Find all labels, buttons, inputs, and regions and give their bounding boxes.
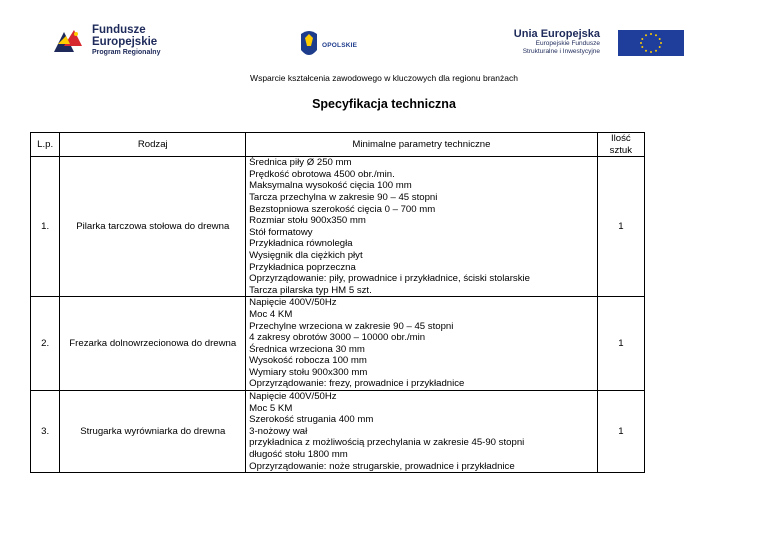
ue-logo-line3: Strukturalne i Inwestycyjne (522, 48, 600, 55)
param-line: Napięcie 400V/50Hz (249, 391, 337, 403)
fe-logo-line2: Europejskie (92, 36, 158, 48)
row-params (246, 391, 598, 473)
param-line: 4 zakresy obrotów 3000 – 10000 obr./min (249, 332, 426, 344)
param-line: Przykładnica poprzeczna (249, 261, 356, 273)
param-line: długość stołu 1800 mm (249, 449, 348, 461)
param-line: Średnica piły Ø 250 mm (249, 157, 352, 169)
row-qty: 1 (597, 391, 644, 473)
param-line: przykładnica z możliwością przechylania w zakresie 45-90 stopni (249, 437, 525, 449)
param-line: Tarcza przechylna w zakresie 90 – 45 stopni (249, 191, 438, 203)
header-lp: L.p. (31, 133, 60, 157)
param-line: Bezstopniowa szerokość cięcia 0 – 700 mm (249, 203, 436, 215)
param-line: Oprzyrządowanie: frezy, prowadnice i przykładnice (249, 378, 465, 390)
param-line: Maksymalna wysokość cięcia 100 mm (249, 180, 412, 192)
fundusze-europejskie-logo (52, 24, 192, 60)
param-line: Wysokość robocza 100 mm (249, 355, 367, 367)
param-line: Napięcie 400V/50Hz (249, 297, 337, 309)
param-line: Moc 4 KM (249, 308, 293, 320)
unia-europejska-logo (484, 28, 684, 60)
row-qty: 1 (597, 157, 644, 297)
param-line: Prędkość obrotowa 4500 obr./min. (249, 168, 395, 180)
header-rodzaj: Rodzaj (60, 133, 246, 157)
row-rodzaj: Pilarka tarczowa stołowa do drewna (60, 157, 246, 297)
param-line: Wymiary stołu 900x300 mm (249, 366, 368, 378)
ue-logo-line2: Europejskie Fundusze (535, 40, 600, 47)
header-params: Minimalne parametry techniczne (246, 133, 598, 157)
param-line: Wysięgnik dla ciężkich płyt (249, 249, 363, 261)
row-params (246, 157, 598, 297)
row-lp: 2. (31, 297, 60, 391)
eu-flag-icon (618, 30, 684, 56)
specification-table (30, 132, 645, 473)
param-line: Tarcza pilarska typ HM 5 szt. (249, 284, 372, 296)
ue-logo-line1: Unia Europejska (513, 28, 600, 40)
table-row (31, 297, 645, 391)
fe-logo-line3: Program Regionalny (92, 49, 161, 56)
row-lp: 3. (31, 391, 60, 473)
param-line: Średnica wrzeciona 30 mm (249, 343, 365, 355)
row-params (246, 297, 598, 391)
row-rodzaj: Frezarka dolnowrzecionowa do drewna (60, 297, 246, 391)
row-qty: 1 (597, 297, 644, 391)
param-line: Szerokość strugania 400 mm (249, 414, 374, 426)
opolskie-logo-text: OPOLSKIE (322, 42, 358, 49)
table-row (31, 157, 645, 297)
param-line: Przykładnica równoległa (249, 238, 353, 250)
param-line: Moc 5 KM (249, 402, 293, 414)
opolskie-logo (298, 28, 378, 64)
document-subtitle: Wsparcie kształcenia zawodowego w kluczowych dla regionu branżach (250, 73, 518, 83)
param-line: Rozmiar stołu 900x350 mm (249, 215, 366, 227)
table-header-row (31, 133, 645, 157)
param-line: Oprzyrządowanie: noże strugarskie, prowadnice i przykładnice (249, 460, 515, 472)
row-lp: 1. (31, 157, 60, 297)
param-line: 3-nożowy wał (249, 425, 308, 437)
fe-logo-line1: Fundusze (92, 24, 146, 36)
param-line: Stół formatowy (249, 226, 313, 238)
param-line: Przechylne wrzeciona w zakresie 90 – 45 stopni (249, 320, 454, 332)
header-qty: Ilość sztuk (597, 133, 644, 157)
document-title: Specyfikacja techniczna (312, 97, 456, 111)
row-rodzaj: Strugarka wyrówniarka do drewna (60, 391, 246, 473)
fe-flag-icon (52, 26, 84, 58)
header-logos (0, 0, 768, 70)
param-line: Oprzyrządowanie: piły, prowadnice i przykładnice, ściski stolarskie (249, 273, 530, 285)
table-row (31, 391, 645, 473)
opolskie-emblem-icon (298, 28, 320, 62)
